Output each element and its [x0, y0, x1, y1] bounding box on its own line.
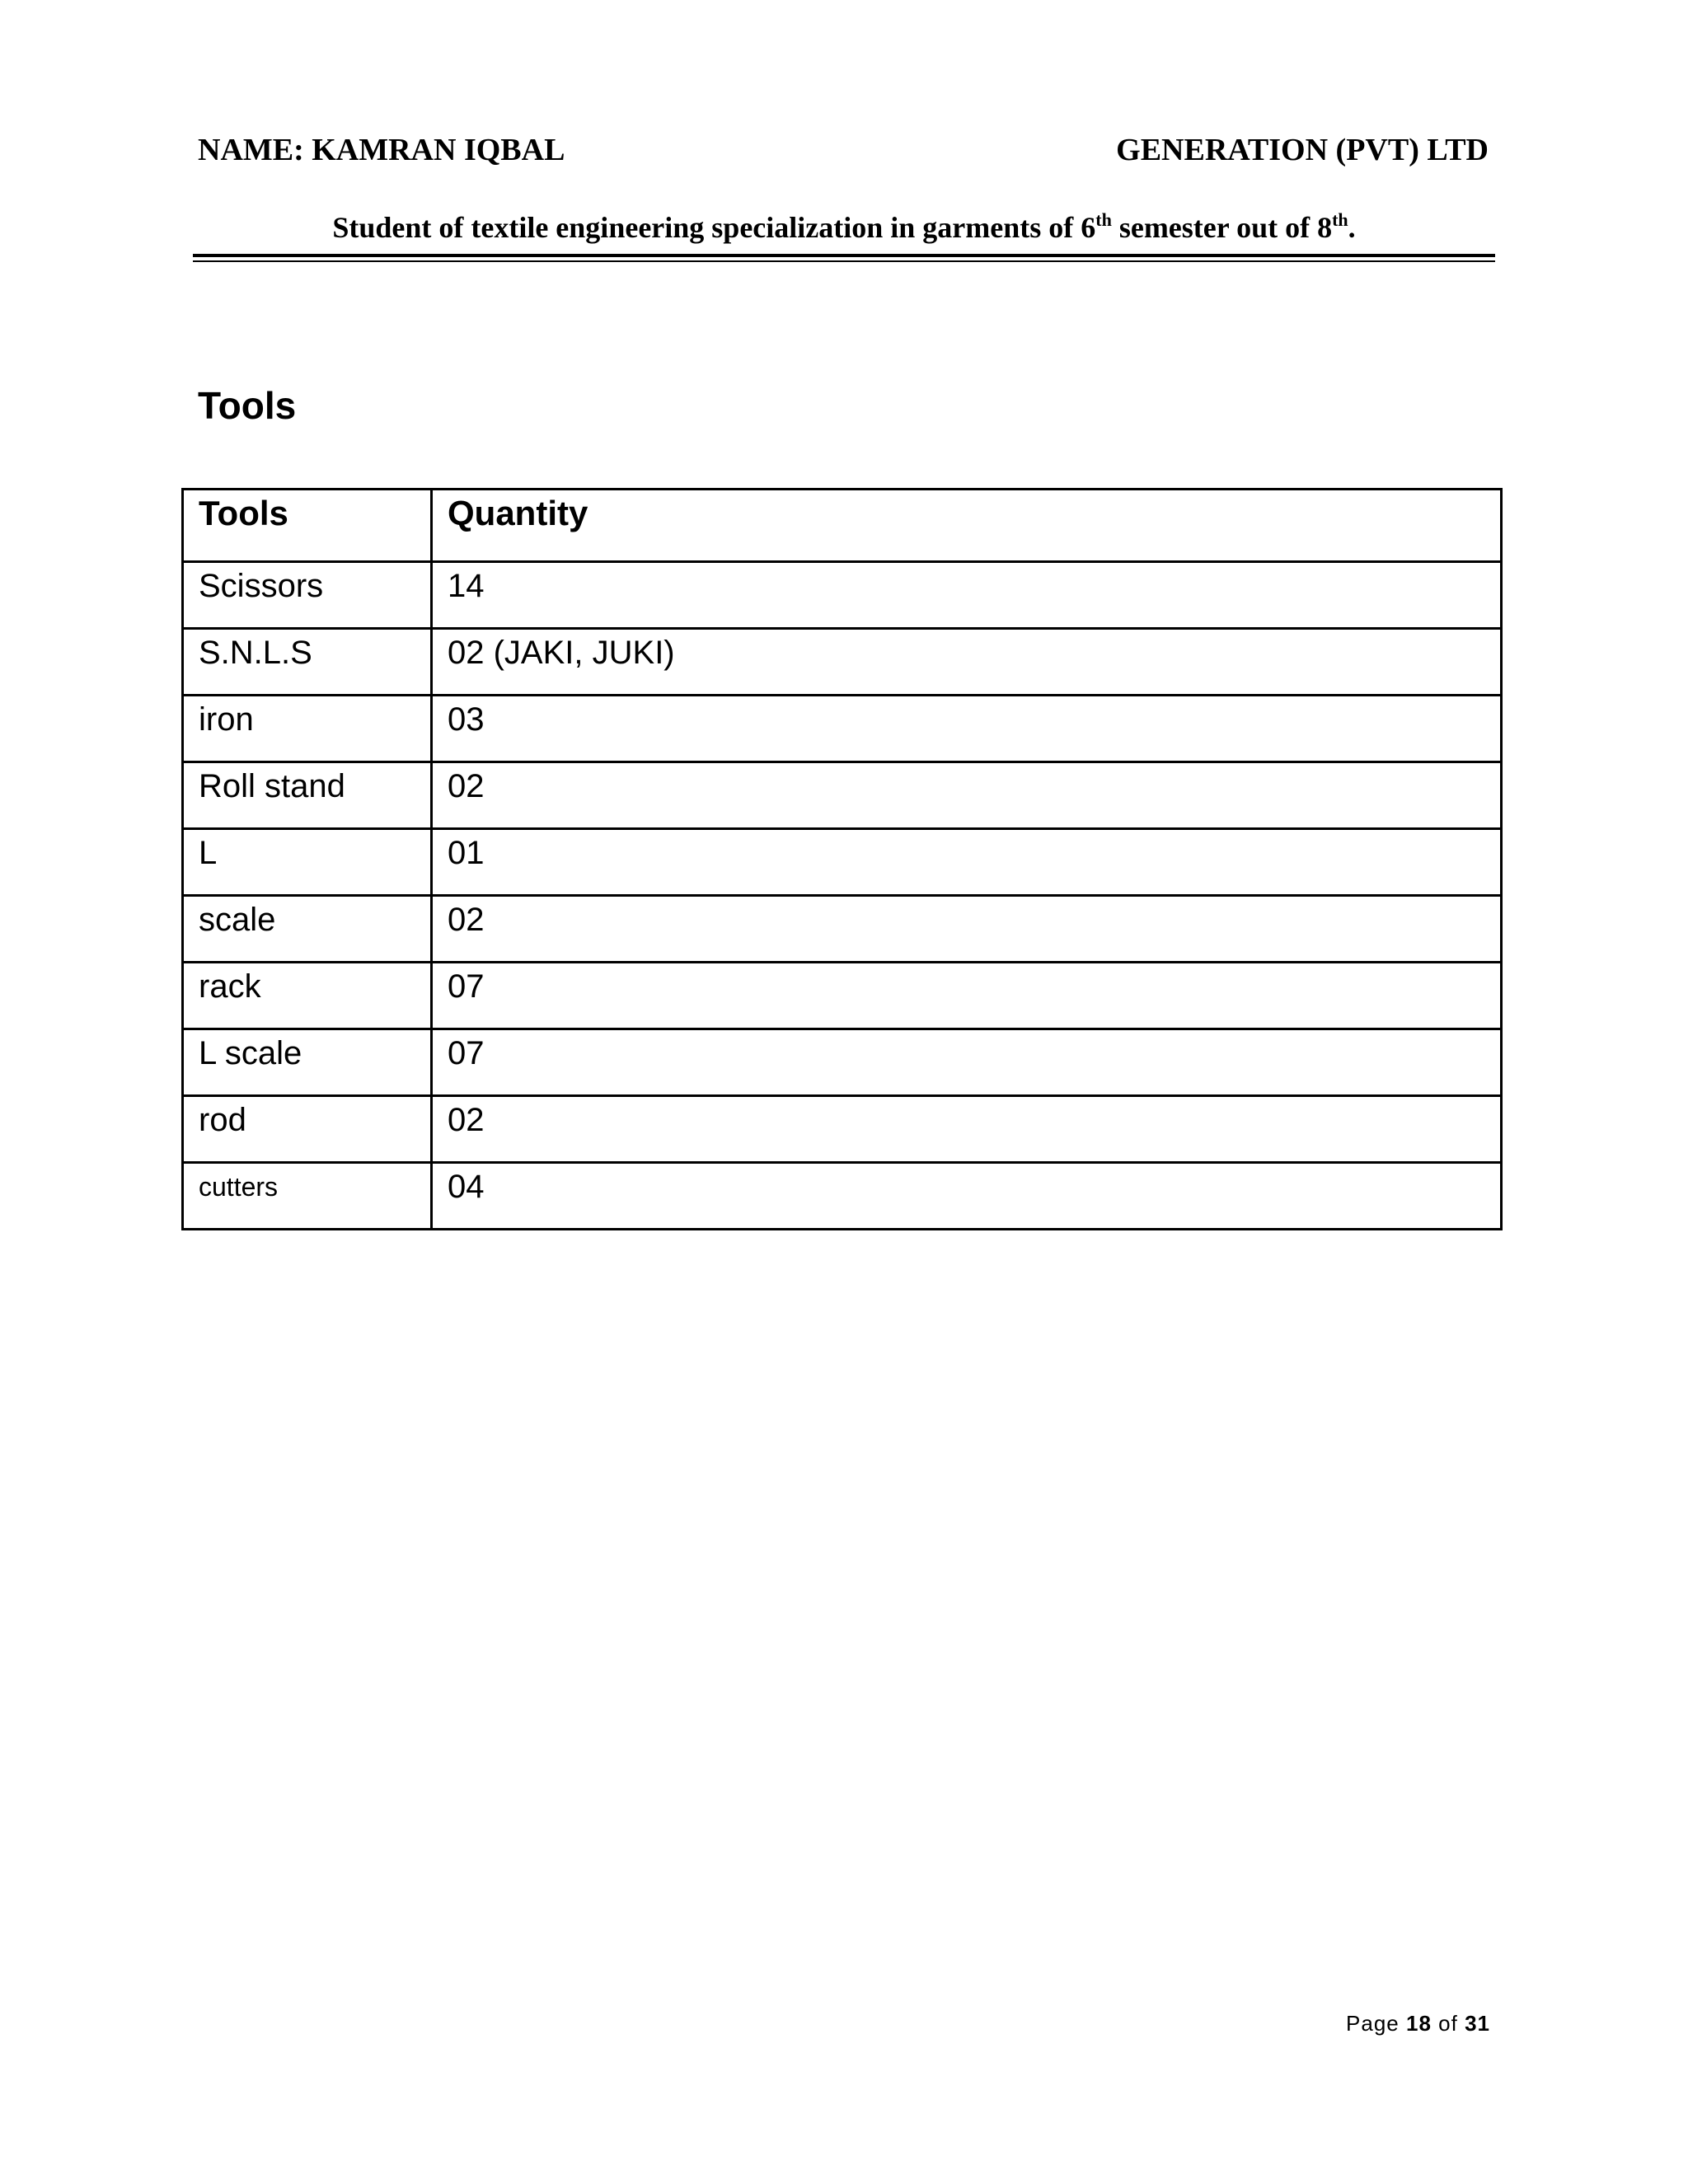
page-label: Page [1346, 2011, 1400, 2036]
tool-cell: rod [183, 1096, 432, 1163]
total-pages: 31 [1465, 2011, 1490, 2036]
quantity-cell: 02 (JAKI, JUKI) [432, 629, 1502, 696]
column-header-quantity: Quantity [432, 490, 1502, 562]
quantity-cell: 02 [432, 896, 1502, 963]
table-row [183, 829, 1502, 896]
page-footer [1346, 2011, 1490, 2036]
tool-cell: S.N.L.S [183, 629, 432, 696]
of-label: of [1438, 2011, 1458, 2036]
tool-cell: cutters [183, 1163, 432, 1230]
header-divider-thin [193, 260, 1495, 262]
table-row [183, 1096, 1502, 1163]
table-header-row [183, 490, 1502, 562]
tools-table [181, 488, 1503, 1230]
subtitle-part-3: . [1348, 211, 1356, 244]
tool-cell: L [183, 829, 432, 896]
quantity-cell: 14 [432, 562, 1502, 629]
subtitle [193, 210, 1495, 245]
table-row [183, 562, 1502, 629]
table-row [183, 1029, 1502, 1096]
tool-cell: L scale [183, 1029, 432, 1096]
section-heading: Tools [198, 384, 297, 427]
subtitle-superscript-2: th [1332, 209, 1348, 230]
subtitle-part-2: semester out of 8 [1111, 211, 1333, 244]
tool-cell: scale [183, 896, 432, 963]
company-name: GENERATION (PVT) LTD [1116, 133, 1489, 167]
quantity-cell: 02 [432, 1096, 1502, 1163]
page-number: 18 [1406, 2011, 1432, 2036]
tool-cell: rack [183, 963, 432, 1029]
quantity-cell: 01 [432, 829, 1502, 896]
author-name: NAME: KAMRAN IQBAL [198, 133, 565, 167]
quantity-cell: 07 [432, 963, 1502, 1029]
tool-cell: Roll stand [183, 762, 432, 829]
tool-cell: Scissors [183, 562, 432, 629]
quantity-cell: 02 [432, 762, 1502, 829]
table-row [183, 762, 1502, 829]
table-row [183, 629, 1502, 696]
table-row [183, 896, 1502, 963]
tool-cell: iron [183, 696, 432, 762]
subtitle-superscript-1: th [1095, 209, 1112, 230]
quantity-cell: 07 [432, 1029, 1502, 1096]
subtitle-part-1: Student of textile engineering specialization in garments of 6 [332, 211, 1096, 244]
page-header [198, 132, 1489, 168]
quantity-cell: 04 [432, 1163, 1502, 1230]
table-row [183, 963, 1502, 1029]
table-row [183, 1163, 1502, 1230]
quantity-cell: 03 [432, 696, 1502, 762]
header-divider-thick [193, 254, 1495, 257]
column-header-tools: Tools [183, 490, 432, 562]
table-row [183, 696, 1502, 762]
